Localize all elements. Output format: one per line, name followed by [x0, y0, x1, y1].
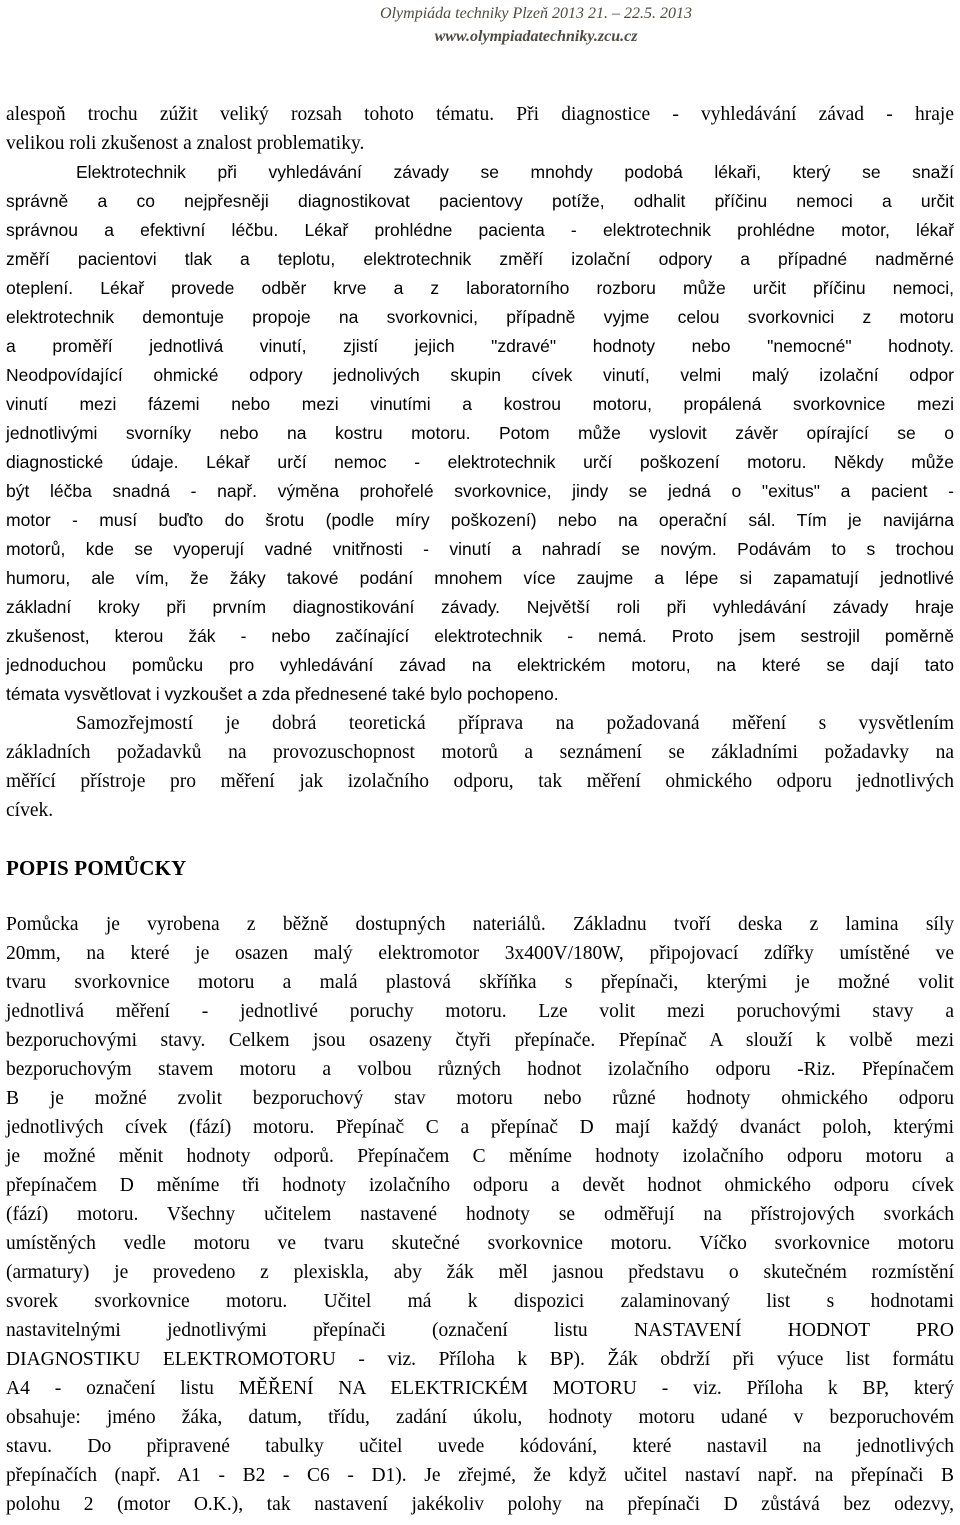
text-line: Samozřejmostí je dobrá teoretická příprava na požadovaná měření s vysvětlením — [76, 713, 954, 734]
text-line: Pomůcka je vyrobena z běžně dostupných nateriálů. Základnu tvoří deska z lamina síly — [6, 914, 954, 935]
text-line: vinutí mezi fázemi nebo mezi vinutími a kostrou motoru, propálená svorkovnice mezi — [6, 394, 954, 414]
text-line: přepínačem D měníme tři hodnoty izolačního odporu a devět hodnot ohmického odporu cívek — [6, 1175, 954, 1196]
text-line: základních požadavků na provozuschopnost motorů a seznámení se základními požadavky na — [6, 742, 954, 763]
text-line: (armatury) je provedeno z plexiskla, aby žák měl jasnou představu o skutečném rozmístění — [6, 1262, 954, 1283]
text-line: obsahuje: jméno žáka, datum, třídu, zadání úkolu, hodnoty motoru udané v bezporuchovém — [6, 1407, 954, 1428]
text-line: jednotlivá měření - jednotlivé poruchy motoru. Lze volit mezi poruchovými stavy a — [6, 1001, 954, 1022]
text-line: stavu. Do připravené tabulky učitel uvede kódování, které nastavil na jednotlivých — [6, 1436, 954, 1457]
text-line: A4 - označení listu MĚŘENÍ NA ELEKTRICKÉM MOTORU - viz. Příloha k BP, který — [6, 1378, 954, 1399]
paragraph-intro — [6, 100, 954, 158]
text-line: jednotlivými svorníky nebo na kostru motoru. Potom může vyslovit závěr opírající se o — [6, 423, 954, 443]
text-line: přepínačích (např. A1 - B2 - C6 - D1). Je zřejmé, že když učitel nastaví např. na přepínači B — [6, 1465, 954, 1486]
text-line: témata vysvětlovat i vyzkoušet a zda přednesené také bylo pochopeno. — [6, 684, 559, 704]
page-header — [380, 2, 692, 48]
section-heading: POPIS POMŮCKY — [6, 856, 187, 880]
text-line: nastavitelnými jednotlivými přepínači (označení listu NASTAVENÍ HODNOT PRO — [6, 1320, 954, 1341]
text-line: B je možné zvolit bezporuchový stav motoru nebo různé hodnoty ohmického odporu — [6, 1088, 954, 1109]
document-body — [6, 100, 954, 1519]
text-line: správně a co nejpřesněji diagnostikovat pacientovy potíže, odhalit příčinu nemoci a určit — [6, 191, 954, 211]
text-line: svorek svorkovnice motoru. Učitel má k dispozici zalaminovaný list s hodnotami — [6, 1291, 954, 1312]
text-line: a proměří jednotlivá vinutí, zjistí jejich "zdravé" hodnoty nebo "nemocné" hodnoty. — [6, 336, 954, 356]
text-line: Elektrotechnik při vyhledávání závady se mnohdy podobá lékaři, který se snaží — [76, 162, 954, 182]
text-line: motor - musí buďto do šrotu (podle míry poškození) nebo na operační sál. Tím je navijárna — [6, 510, 954, 530]
text-line: DIAGNOSTIKU ELEKTROMOTORU - viz. Příloha k BP). Žák obdrží při výuce list formátu — [6, 1349, 954, 1370]
spacer — [6, 883, 954, 910]
text-line: (fází) motoru. Všechny učitelem nastavené hodnoty se odměřují na přístrojových svorkách — [6, 1204, 954, 1225]
text-line: zkušenost, kterou žák - nebo začínající elektrotechnik - nemá. Proto jsem sestrojil poměrně — [6, 626, 954, 646]
text-line: bezporuchovými stavy. Celkem jsou osazeny čtyři přepínače. Přepínač A slouží k volbě mezi — [6, 1030, 954, 1051]
header-event-title: Olympiáda techniky Plzeň 2013 21. – 22.5. 2013 — [380, 5, 692, 22]
header-website-url: www.olympiadatechniky.zcu.cz — [434, 28, 638, 45]
text-line: motorů, kde se vyoperují vadné vnitřnosti - vinutí a nahradí se novým. Podávám to s trochou — [6, 539, 954, 559]
text-line: měřící přístroje pro měření jak izolačního odporu, tak měření ohmického odporu jednotlivých — [6, 771, 954, 792]
paragraph-preparation — [6, 709, 954, 825]
text-line: alespoň trochu zúžit veliký rozsah tohoto tématu. Při diagnostice - vyhledávání závad - hraje — [6, 104, 954, 125]
text-line: polohu 2 (motor O.K.), tak nastavení jakékoliv polohy na přepínači D zůstává bez odezvy, — [6, 1494, 954, 1515]
text-line: humoru, ale vím, že žáky takové podání mnohem více zaujme a lépe si zapamatují jednotlivé — [6, 568, 954, 588]
text-line: Neodpovídající ohmické odpory jednolivých skupin cívek vinutí, velmi malý izolační odpor — [6, 365, 954, 385]
text-line: jednotlivých cívek (fází) motoru. Přepínač C a přepínač D mají každý dvanáct poloh, kterými — [6, 1117, 954, 1138]
text-line: základní kroky při prvním diagnostikování závady. Největší roli při vyhledávání závady hraje — [6, 597, 954, 617]
spacer — [6, 825, 954, 854]
text-line: diagnostické údaje. Lékař určí nemoc - elektrotechnik určí poškození motoru. Někdy může — [6, 452, 954, 472]
text-line: velikou roli zkušenost a znalost problematiky. — [6, 133, 365, 154]
text-line: 20mm, na které je osazen malý elektromotor 3x400V/180W, připojovací zdířky umístěné ve — [6, 943, 954, 964]
text-line: elektrotechnik demontuje propoje na svorkovnici, případně vyjme celou svorkovnici z motoru — [6, 307, 954, 327]
paragraph-analogy — [6, 158, 954, 709]
text-line: jednoduchou pomůcku pro vyhledávání závad na elektrickém motoru, na které se dají tato — [6, 655, 954, 675]
text-line: správnou a efektivní léčbu. Lékař prohlédne pacienta - elektrotechnik prohlédne motor, lékař — [6, 220, 954, 240]
text-line: bezporuchovým stavem motoru a volbou různých hodnot izolačního odporu -Riz. Přepínačem — [6, 1059, 954, 1080]
text-line: tvaru svorkovnice motoru a malá plastová skříňka s přepínači, kterými je možné volit — [6, 972, 954, 993]
paragraph-device-description — [6, 910, 954, 1519]
text-line: oteplení. Lékař provede odběr krve a z laboratorního rozboru může určit příčinu nemoci, — [6, 278, 954, 298]
text-line: změří pacientovi tlak a teplotu, elektrotechnik změří izolační odpory a případné nadměrné — [6, 249, 954, 269]
text-line: je možné měnit hodnoty odporů. Přepínačem C měníme hodnoty izolačního odporu motoru a — [6, 1146, 954, 1167]
text-line: cívek. — [6, 800, 54, 821]
text-line: umístěných vedle motoru ve tvaru skutečné svorkovnice motoru. Víčko svorkovnice motoru — [6, 1233, 954, 1254]
text-line: být léčba snadná - např. výměna prohořelé svorkovnice, jindy se jedná o "exitus" a pacient - — [6, 481, 954, 501]
